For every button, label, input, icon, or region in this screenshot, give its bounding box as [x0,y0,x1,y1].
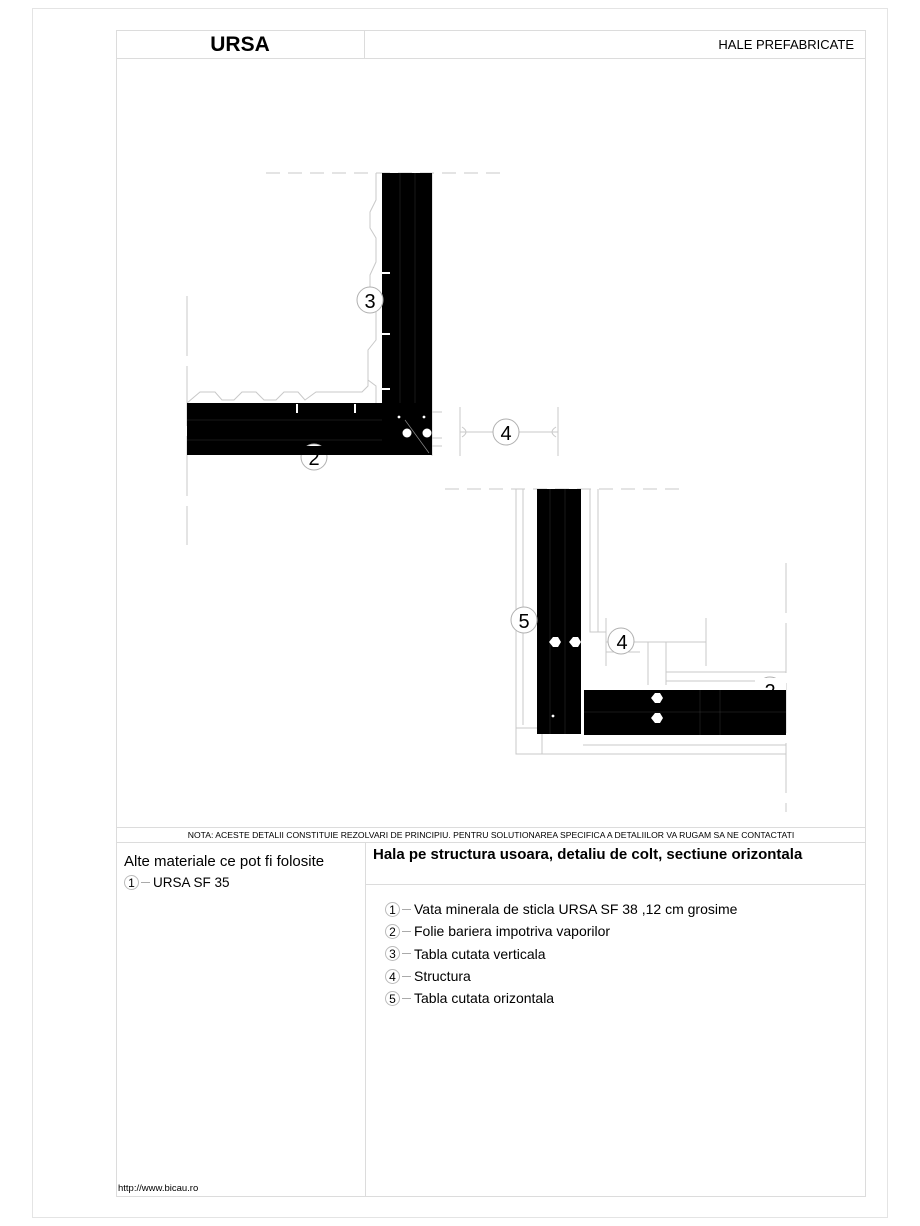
item-number-badge: 1 [124,875,139,890]
legend-label: Structura [414,968,471,985]
category-title: HALE PREFABRICATE [365,30,866,59]
callout-4-top: 4 [500,423,512,445]
technical-drawing [116,59,866,827]
legend-item [385,987,737,1009]
legend-label: Tabla cutata verticala [414,945,546,962]
leader-dash [402,909,411,910]
legend-item [385,898,737,920]
legend-item [385,920,737,942]
alternatives-title: Alte materiale ce pot fi folosite [124,853,325,870]
legend-label: Vata minerala de sticla URSA SF 38 ,12 cm grosime [414,901,738,918]
legend-item [385,965,737,987]
leader-dash [402,931,411,932]
item-number-badge: 1 [385,902,400,917]
callout-2-top: 2 [308,448,320,470]
brand-title: URSA [116,30,365,59]
legend-label: Tabla cutata orizontala [414,990,555,1007]
item-number-badge: 4 [385,969,400,984]
leader-dash [402,998,411,999]
callout-4-bottom: 4 [616,632,628,654]
callout-3-top: 3 [364,291,376,313]
legend-list [385,898,737,1009]
detail-title: Hala pe structura usoara, detaliu de colt, sectiune orizontala [373,846,803,863]
alternative-item [124,875,230,890]
callout-5-bottom: 5 [518,611,530,633]
website-link[interactable]: http://www.bicau.ro [118,1183,199,1194]
leader-dash [141,882,150,883]
leader-dash [402,953,411,954]
item-number-badge: 5 [385,991,400,1006]
alternative-label: URSA SF 35 [153,875,230,890]
legend-item [385,943,737,965]
item-number-badge: 2 [385,924,400,939]
callout-2-bottom: 2 [764,681,776,703]
item-number-badge: 3 [385,946,400,961]
leader-dash [402,976,411,977]
disclaimer-note: NOTA: ACESTE DETALII CONSTITUIE REZOLVARI DE PRINCIPIU. PENTRU SOLUTIONAREA SPECIFICA A DETALIILOR VA RUGAM SA NE CONTACTATI [116,827,866,843]
legend-label: Folie bariera impotriva vaporilor [414,923,611,940]
title-divider [365,884,866,885]
column-divider [365,843,366,1197]
